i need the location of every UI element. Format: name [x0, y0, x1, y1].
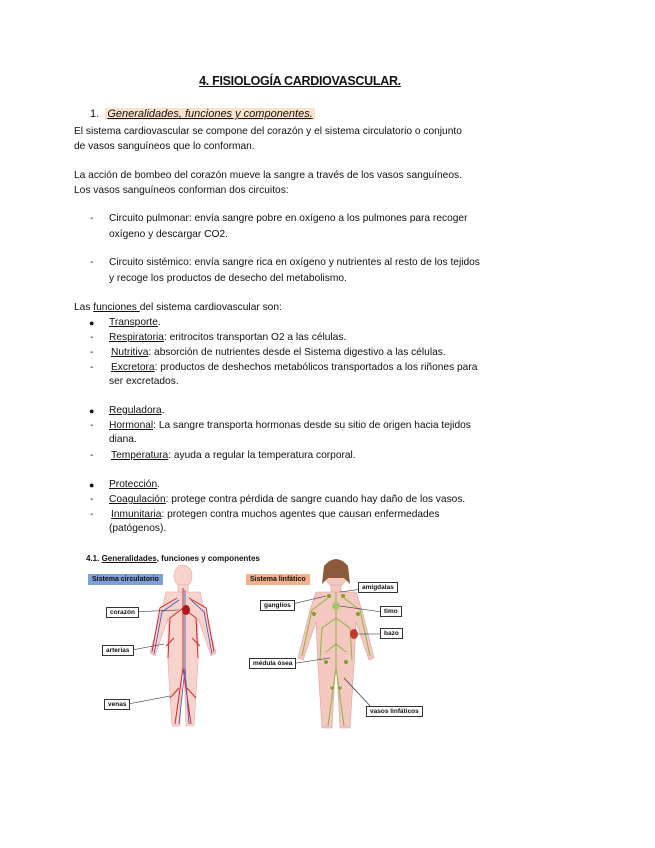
bombeo-line-2: Los vasos sanguíneos conforman dos circuitos: [74, 185, 289, 196]
bullet-icon: ● [89, 318, 95, 328]
funciones-link: funciones [93, 302, 140, 313]
item-nutritiva [109, 345, 446, 361]
item-term: Temperatura [111, 450, 169, 461]
funcion-name: Transporte [109, 317, 158, 328]
label-ganglios: ganglios [260, 600, 295, 611]
item-inmunitaria-cont: (patógenos). [109, 523, 167, 534]
dash-marker: - [90, 420, 94, 431]
section-title: Generalidades, funciones y componentes. [107, 108, 313, 120]
item-term: Nutritiva [111, 347, 149, 358]
heart-shape [182, 605, 190, 615]
dash-marker: - [90, 213, 94, 224]
section-number: 1. [90, 108, 100, 120]
label-arterias: arterias [102, 645, 134, 656]
dash-marker: - [90, 332, 94, 343]
funciones-intro-pre: Las [74, 302, 94, 313]
page-title: 4. FISIOLOGÍA CARDIOVASCULAR. [199, 74, 401, 88]
item-term: Excretora [111, 362, 155, 373]
thymus-shape [332, 602, 340, 610]
item-excretora-cont: ser excretados. [109, 376, 179, 387]
funcion-transporte: Transporte. [109, 317, 161, 328]
tag-sistema-circulatorio: Sistema circulatorio [88, 574, 163, 585]
item-temperatura [109, 448, 356, 464]
dash-marker: - [90, 347, 94, 358]
svg-text:.: . [283, 719, 287, 720]
item-term: Inmunitaria [111, 509, 162, 520]
circuito-pulmonar-line-1: Circuito pulmonar: envía sangre pobre en oxígeno a los pulmones para recoger [109, 213, 468, 224]
dash-marker: - [90, 362, 94, 373]
item-respiratoria [109, 330, 346, 346]
dash-marker: - [90, 257, 94, 268]
label-venas: venas [104, 699, 130, 710]
label-amigdalas: amígdalas [358, 582, 398, 593]
figure-title-pre: 4.1. [86, 554, 102, 563]
item-coagulacion [109, 492, 465, 508]
spleen-shape [350, 629, 358, 639]
funcion-name: Reguladora [109, 405, 162, 416]
label-bazo: bazo [380, 628, 403, 639]
funciones-intro [74, 300, 282, 316]
label-medula-osea: médula ósea [249, 658, 296, 669]
item-text: : absorción de nutrientes desde el Sistema digestivo a las células. [148, 347, 446, 358]
dash-marker: - [90, 450, 94, 461]
bombeo-line-1: La acción de bombeo del corazón mueve la sangre a través de los vasos sanguíneos. [74, 170, 462, 181]
item-text: : protegen contra muchos agentes que causan enfermedades [161, 509, 440, 520]
circuito-pulmonar-line-2: oxígeno y descargar CO2. [109, 229, 228, 240]
intro-line-2: de vasos sanguíneos que lo conforman. [74, 141, 255, 152]
bullet-icon: ● [89, 480, 95, 490]
dash-marker: - [90, 509, 94, 520]
funcion-proteccion: Protección. [109, 479, 160, 490]
item-term: Respiratoria [109, 332, 164, 343]
label-timo: timo [380, 606, 402, 617]
funcion-name: Protección [109, 479, 158, 490]
intro-line-1: El sistema cardiovascular se compone del corazón y el sistema circulatorio o conjunto [74, 126, 462, 137]
anatomy-figure [74, 548, 424, 734]
figure-title-post: , funciones y componentes [156, 554, 260, 563]
funciones-intro-post: del sistema cardiovascular son: [139, 302, 282, 313]
bullet-icon: ● [89, 406, 95, 416]
label-corazon: corazón [106, 607, 139, 618]
item-term: Coagulación [109, 494, 166, 505]
item-text: : eritrocitos transportan O2 a las células. [163, 332, 347, 343]
tag-sistema-linfatico: Sistema linfático [246, 574, 310, 585]
section-heading [90, 108, 315, 120]
dash-marker: - [90, 494, 94, 505]
funcion-reguladora: Reguladora. [109, 405, 165, 416]
item-term: Hormonal [109, 420, 154, 431]
item-text: : La sangre transporta hormonas desde su sitio de origen hacia tejidos [153, 420, 471, 431]
circuito-sistemico-line-2: y recoge los productos de desecho del metabolismo. [109, 273, 347, 284]
item-text: : ayuda a regular la temperatura corporal. [168, 450, 356, 461]
item-hormonal [109, 418, 471, 434]
item-text: : productos de deshechos metabólicos transportados a los riñones para [154, 362, 478, 373]
item-text: : protege contra pérdida de sangre cuando hay daño de los vasos. [165, 494, 466, 505]
figure-title [86, 554, 260, 563]
circuito-sistemico-line-1: Circuito sistémico: envía sangre rica en oxígeno y nutrientes al resto de los tejidos [109, 257, 480, 268]
label-vasos-linfaticos: vasos linfáticos [366, 706, 423, 717]
item-hormonal-cont: diana. [109, 434, 137, 445]
figure-title-underlined: Generalidades [101, 554, 157, 563]
